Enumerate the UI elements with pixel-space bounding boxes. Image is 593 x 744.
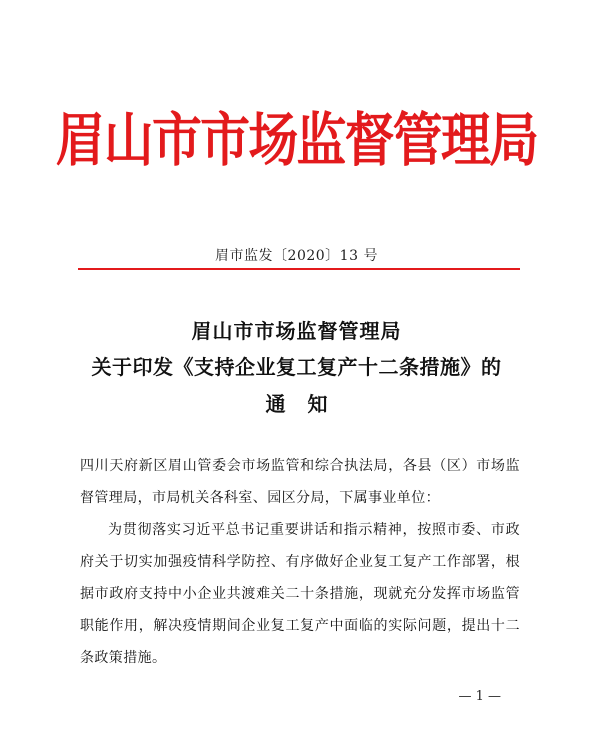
title-line-3: 通知 <box>265 392 350 416</box>
red-divider-line <box>78 268 520 270</box>
page-number: — 1 — <box>458 689 501 704</box>
title-line-1: 眉山市市场监督管理局 <box>191 319 402 343</box>
agency-masthead: 眉山市市场监督管理局 <box>55 106 538 174</box>
body-paragraph-1: 为贯彻落实习近平总书记重要讲话和指示精神，按照市委、市政府关于切实加强疫情科学防控、有序做好企业复工复产工作部署，根据市政府支持中小企业共渡难关二十条措施，现就充分发挥市场监管职能作用，解决疫情期间企业复工复产中面临的实际问题，提出十二条政策措施。 <box>80 522 520 666</box>
addressee-paragraph: 四川天府新区眉山管委会市场监管和综合执法局，各县（区）市场监督管理局，市局机关各科室、园区分局，下属事业单位： <box>80 458 520 506</box>
document-number: 眉市监发〔2020〕13 号 <box>215 248 378 264</box>
title-line-2: 关于印发《支持企业复工复产十二条措施》的 <box>91 355 502 379</box>
